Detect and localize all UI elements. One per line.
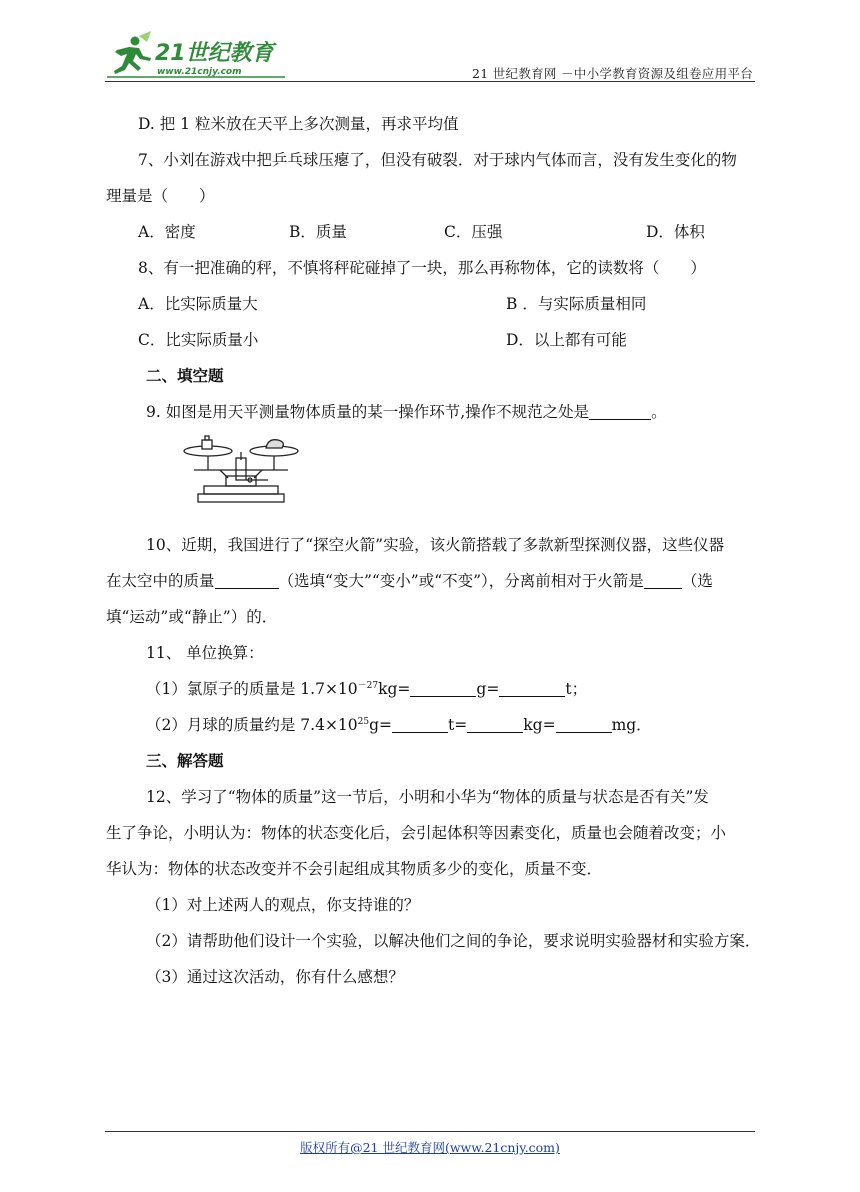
q11-2-blank-mg [556, 716, 612, 733]
q11-part2 [146, 715, 652, 735]
q9-text: 9. 如图是用天平测量物体质量的某一操作环节,操作不规范之处是 [146, 403, 590, 421]
q11-1-blank-g [410, 680, 476, 697]
q7-option-c: C．压强 [444, 223, 503, 241]
q10-stem-line2 [106, 571, 713, 591]
footer-copyright-link[interactable]: 版权所有@21 世纪教育网(www.21cnjy.com) [300, 1140, 560, 1155]
q11-2-unit-t: t= [448, 716, 468, 734]
q11-2-unit-mg: mg． [611, 716, 652, 734]
q12-stem-line2: 生了争论，小明认为：物体的状态变化后，会引起体积等因素变化，质量也会随着改变；小 [106, 824, 727, 842]
q11-2-blank-kg [467, 716, 523, 733]
q9-end: 。 [651, 403, 667, 421]
q12-part1: （1）对上述两人的观点，你支持谁的？ [146, 896, 420, 914]
q11-1-unit-t: t； [565, 680, 588, 698]
footer-divider [105, 1131, 755, 1132]
q10-text-1: 在太空中的质量 [106, 572, 215, 590]
q11-stem: 11、 单位换算： [146, 644, 264, 662]
section-fill-blank: 二、填空题 [146, 367, 224, 385]
q10-stem-line1: 10、近期，我国进行了“探空火箭”实验，该火箭搭载了多款新型探测仪器，这些仪器 [146, 536, 725, 554]
q7-stem-line2: 理量是（ ） [106, 187, 215, 205]
q7-option-d: D．体积 [646, 223, 705, 241]
q8-option-d: D．以上都有可能 [506, 331, 627, 349]
q12-part3: （3）通过这次活动，你有什么感想？ [146, 968, 404, 986]
runner-icon [114, 31, 151, 74]
q9-stem [146, 402, 667, 422]
q8-option-c: C．比实际质量小 [138, 331, 259, 349]
q12-part2: （2）请帮助他们设计一个实验，以解决他们之间的争论，要求说明实验器材和实验方案． [146, 932, 761, 950]
q11-2-blank-t [392, 716, 448, 733]
q10-stem-line3: 填“运动”或“静止”）的． [106, 608, 278, 626]
logo-url: www.21cnjy.com [157, 67, 242, 77]
q12-stem-line3: 华认为：物体的状态改变并不会引起组成其物质多少的变化，质量不变． [106, 860, 603, 878]
q8-option-b: B ．与实际质量相同 [506, 295, 647, 313]
balance-figure [180, 434, 300, 506]
q11-2-unit-g: g= [369, 716, 393, 734]
q11-part1 [146, 679, 587, 699]
q9-blank [589, 403, 651, 420]
header-divider [105, 81, 755, 82]
q11-1-unit-kg: kg= [378, 680, 411, 698]
q11-2-text: （2）月球的质量约是 7.4×10 [146, 716, 358, 734]
q11-2-unit-kg: kg= [523, 716, 556, 734]
header-platform-title: 21 世纪教育网 －中小学教育资源及组卷应用平台 [471, 66, 753, 81]
logo [105, 30, 295, 80]
q7-option-a: A．密度 [138, 223, 196, 241]
q12-stem-line1: 12、学习了“物体的质量”这一节后，小明和小华为“物体的质量与状态是否有关”发 [146, 788, 709, 806]
q10-text-3: （选 [681, 572, 713, 590]
q10-blank-1 [215, 572, 279, 589]
q11-2-exponent: 25 [357, 717, 370, 727]
q8-option-a: A．比实际质量大 [138, 295, 258, 313]
q7-option-b: B．质量 [289, 223, 347, 241]
q11-1-unit-g: g= [476, 680, 500, 698]
logo-text: 21世纪教育 [155, 41, 274, 66]
q10-text-2: （选填“变大”“变小”或“不变”），分离前相对于火箭是 [278, 572, 644, 590]
q11-1-blank-t [499, 680, 565, 697]
q11-1-exponent: －27 [357, 681, 379, 691]
q11-1-text: （1）氯原子的质量是 1.7×10 [146, 680, 358, 698]
q7-stem-line1: 7、小刘在游戏中把乒乓球压瘪了，但没有破裂．对于球内气体而言，没有发生变化的物 [138, 151, 737, 169]
q6-option-d: D. 把 1 粒米放在天平上多次测量，再求平均值 [138, 115, 459, 133]
page-header [105, 30, 755, 82]
q10-blank-2 [644, 572, 682, 589]
section-answer: 三、解答题 [146, 752, 224, 770]
q8-stem: 8、有一把准确的秤，不慎将秤砣碰掉了一块，那么再称物体，它的读数将（ ） [138, 259, 706, 277]
